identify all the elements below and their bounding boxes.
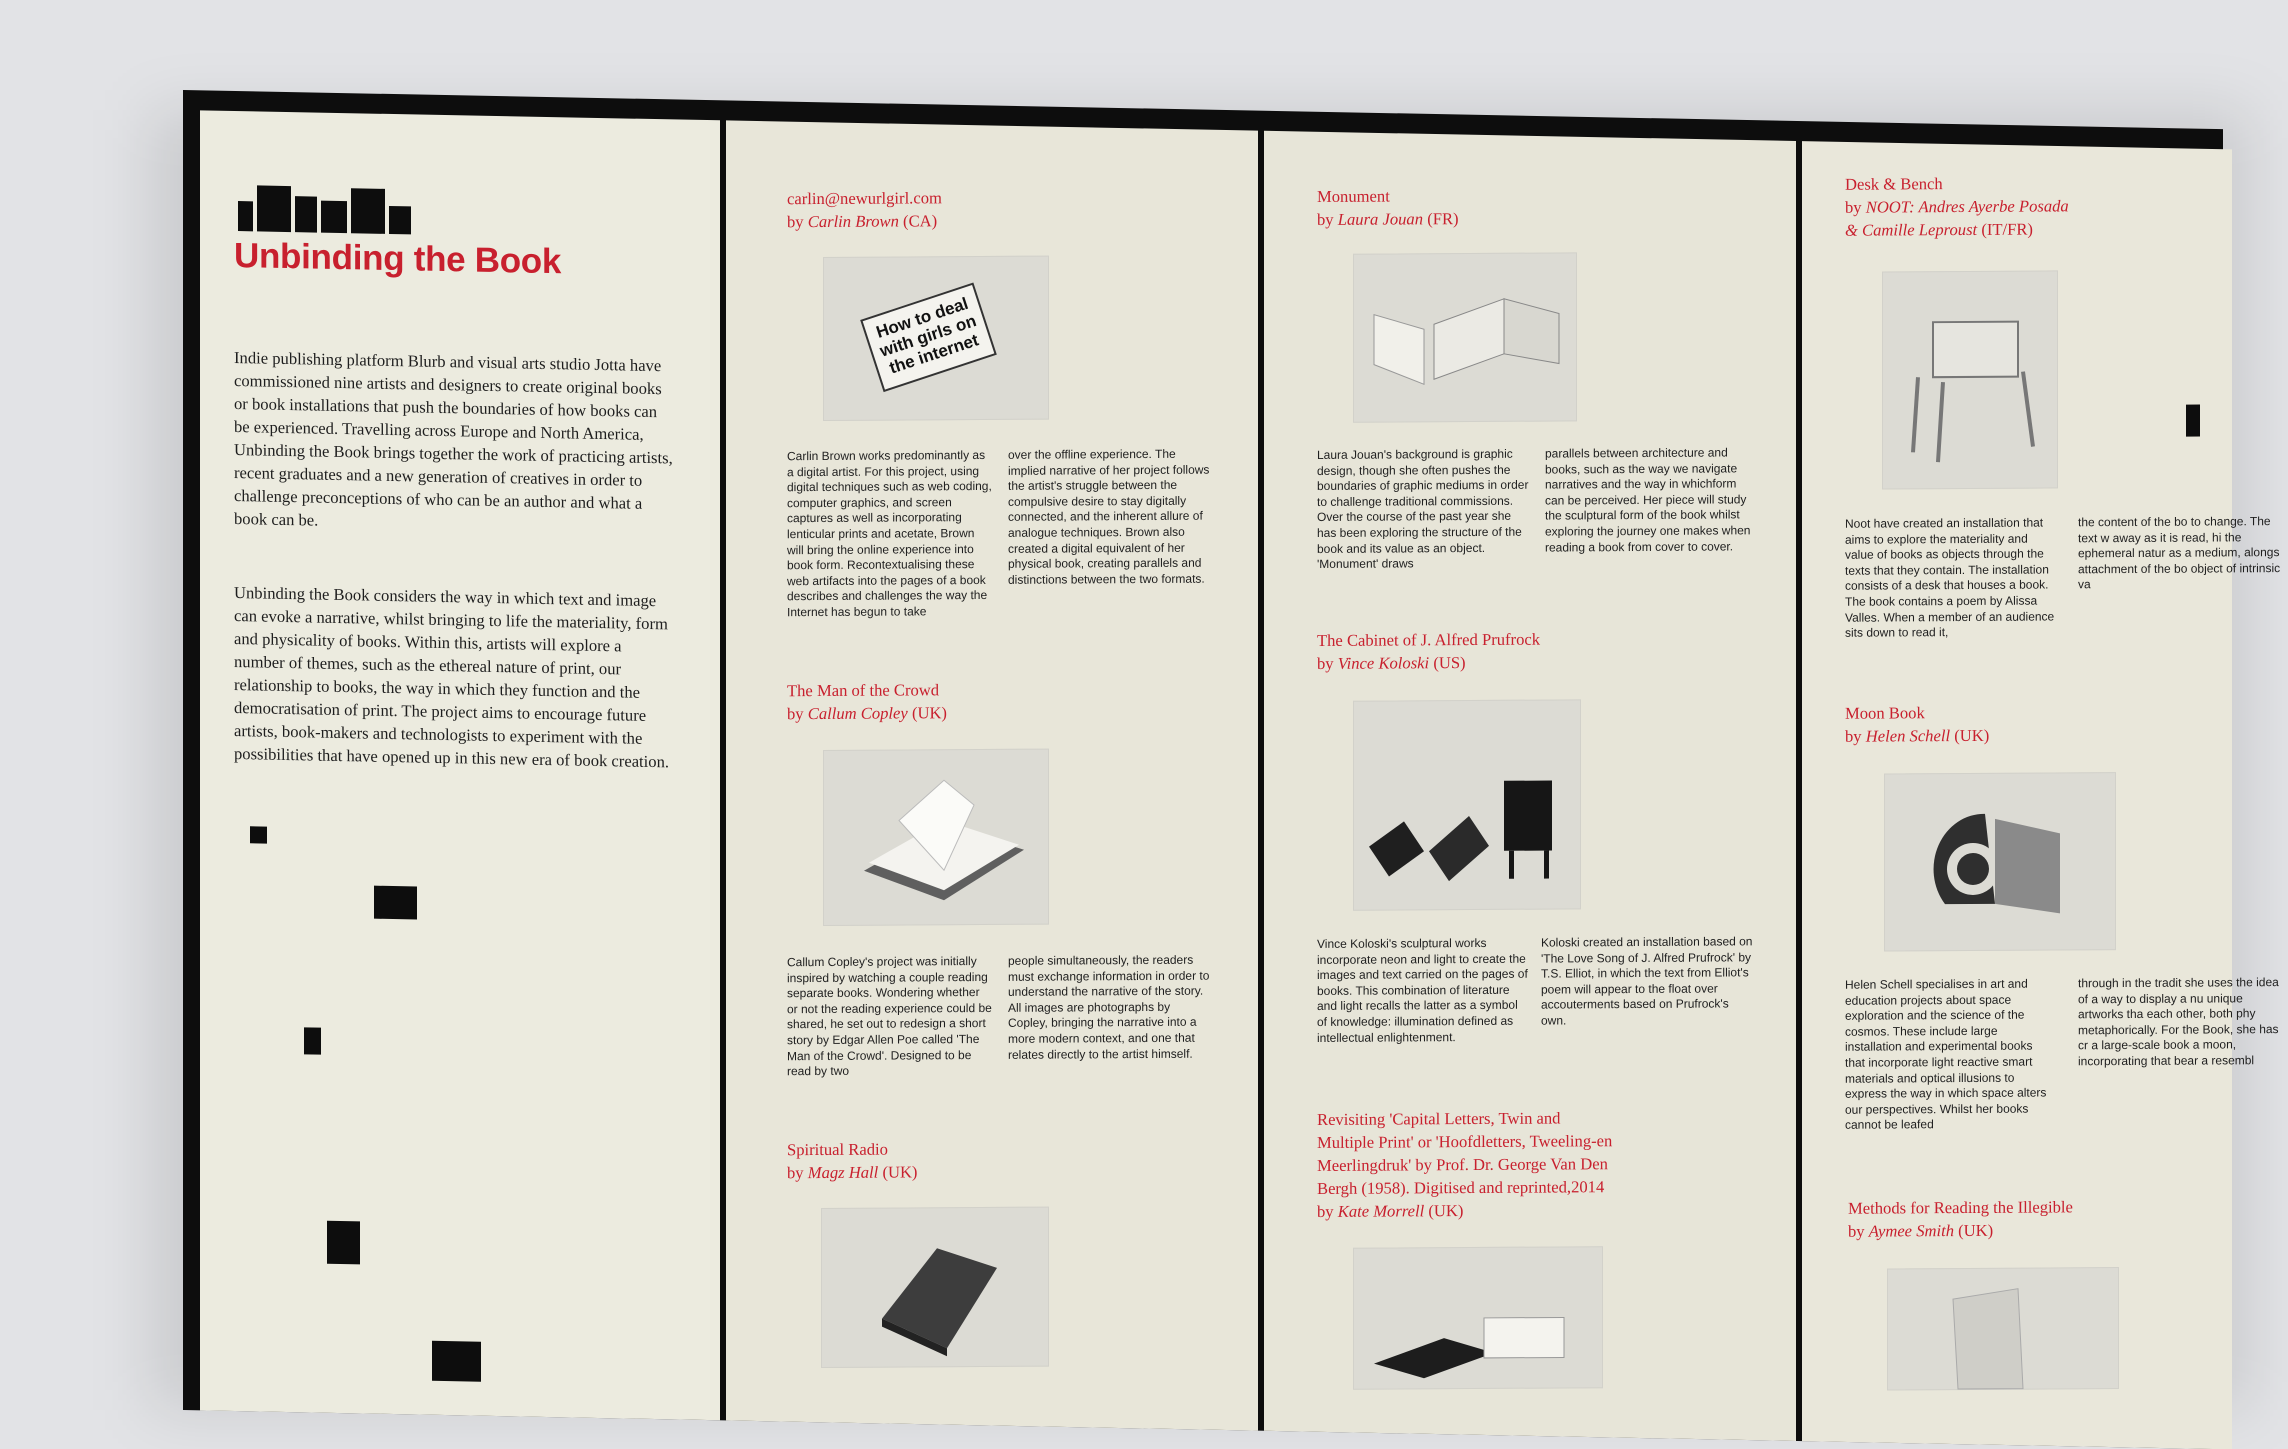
description-column: Callum Copley's project was initially inspired by watching a couple reading separate books. Wondering whether or not the reading experience could be shared, he set out to redesign a short story by Edgar Allen Poe called 'The Man of the Crowd'. Designed to be read by two bbox=[787, 954, 992, 1079]
artist-name: Carlin Brown bbox=[807, 211, 899, 232]
illegible-book-image bbox=[1888, 1268, 2118, 1389]
artist-country: (FR) bbox=[1427, 209, 1459, 229]
artist-country: (US) bbox=[1433, 653, 1466, 673]
entry-title: The Man of the Crowd bbox=[787, 680, 940, 701]
entry-description bbox=[787, 953, 1217, 1106]
binder-image bbox=[1354, 1247, 1602, 1389]
by-label: by bbox=[1845, 197, 1862, 217]
entry-title: The Cabinet of J. Alfred Prufrock bbox=[1317, 629, 1541, 650]
artist-name: Callum Copley bbox=[807, 703, 908, 724]
photo-caption-text: How to deal with girls on the internet bbox=[860, 283, 997, 393]
artwork-photo bbox=[821, 1207, 1049, 1368]
by-label: by bbox=[787, 212, 804, 232]
artwork-photo bbox=[1887, 1267, 2119, 1390]
by-label: by bbox=[1317, 209, 1334, 229]
intro-paragraph: Unbinding the Book considers the way in which text and image can evoke a narrative, whilst bringing to life the materiality, form and physicality of books. Within this, artists will explore a number of themes, such as the ethereal nature of print, our relationship to books, the way in which they function and the democratisation of print. The project aims to encourage future artists, book-makers and technologists to experiment with the possibilities that have opened up in this new era of book creation. bbox=[234, 582, 670, 772]
artist-country: (UK) bbox=[1958, 1220, 1994, 1241]
description-column: people simultaneously, the readers must exchange information in order to understand the narrative of the story. All images are photographs by Copley, bringing the narrative into a more modern context, and one that relates directly to the artist himself. bbox=[1008, 952, 1210, 1062]
description-column: Helen Schell specialises in art and education projects about space exploration and the science of the cosmos. These include large installation and experimental books that incorporate light reactive smart materials and optical illusions to express the way in which space alters our perspectives. Whilst her books cannot be leafed bbox=[1845, 976, 2047, 1133]
entry-title: Revisiting 'Capital Letters, Twin and bbox=[1317, 1108, 1561, 1129]
decorative-square bbox=[2186, 405, 2200, 437]
by-label: by bbox=[1845, 726, 1862, 746]
entry-heading bbox=[1845, 171, 2205, 242]
entry-title: carlin@newurlgirl.com bbox=[787, 188, 942, 209]
description-column: over the offline experience. The implied narrative of her project follows the artist's struggle between the compulsive desire to stay digitally connected, and the inherent allure of analogue techniques. Brown also created a digital equivalent of her physical book, creating parallels and distinctions between the two formats. bbox=[1008, 446, 1210, 587]
entry-title: Multiple Print' or 'Hoofdletters, Tweeling-en bbox=[1317, 1131, 1613, 1152]
entry-description bbox=[1845, 975, 2279, 1158]
entry-description bbox=[787, 447, 1217, 640]
entry-description bbox=[1317, 445, 1757, 588]
open-book-image bbox=[824, 750, 1048, 925]
artist-country: (CA) bbox=[903, 211, 938, 231]
desk-image bbox=[1883, 271, 2057, 488]
description-column: Vince Koloski's sculptural works incorporate neon and light to create the images and text carried on the pages of books. This combination of literature and light recalls the latter as a symbol of knowledge: illumination defined as intellectual enlightenment. bbox=[1317, 935, 1528, 1045]
entry-title: Bergh (1958). Digitised and reprinted,2014 bbox=[1317, 1177, 1605, 1198]
artwork-photo bbox=[823, 749, 1049, 926]
description-column: the content of the bo to change. The text w away as it is read, hi the ephemeral natur as a medium, alongs attachment of the bo object of intrinsic va bbox=[2078, 514, 2281, 592]
entry-heading bbox=[1317, 184, 1459, 231]
by-label: by bbox=[1848, 1221, 1865, 1241]
entry-heading bbox=[1848, 1195, 2073, 1242]
artwork-photo bbox=[1353, 699, 1581, 910]
entry-heading bbox=[787, 678, 947, 725]
intro-paragraph: Indie publishing platform Blurb and visual arts studio Jotta have commissioned nine artists and designers to create original books or book installations that push the boundaries of how books can be experienced. Travelling across Europe and North America, Unbinding the Book brings together the work of practicing artists, recent graduates and a new generation of creatives in order to challenge preconceptions of who can be an author and what a book can be. bbox=[234, 347, 673, 530]
entry-heading bbox=[1317, 1106, 1612, 1223]
entry-title: Moon Book bbox=[1845, 703, 1925, 723]
artist-country: (UK) bbox=[911, 703, 947, 723]
artwork-photo bbox=[1353, 252, 1577, 422]
entry-title: Methods for Reading the Illegible bbox=[1848, 1197, 2073, 1218]
by-label: by bbox=[787, 1163, 804, 1183]
entry-description bbox=[1845, 514, 2281, 667]
entry-description bbox=[1317, 934, 1757, 1067]
description-column: Noot have created an installation that aims to explore the materiality and value of books as objects through the texts that they contain. The installation consists of a desk that houses a book. The book contains a poem by Alissa Valles. When a member of an audience sits down to read it, bbox=[1845, 515, 2055, 640]
entry-heading bbox=[1317, 628, 1540, 675]
entry-heading bbox=[787, 186, 942, 233]
artist-name: Vince Koloski bbox=[1337, 653, 1430, 673]
entry-title: Desk & Bench bbox=[1845, 174, 1943, 194]
artist-name: Aymee Smith bbox=[1868, 1221, 1954, 1241]
artist-name: Laura Jouan bbox=[1337, 209, 1424, 229]
artist-name: & Camille Leproust bbox=[1845, 219, 1978, 240]
artist-name: NOOT: Andres Ayerbe Posada bbox=[1865, 196, 2069, 217]
artist-name: Kate Morrell bbox=[1337, 1201, 1425, 1221]
entry-title: Meerlingdruk' by Prof. Dr. George Van Den bbox=[1317, 1154, 1608, 1175]
artwork-photo bbox=[823, 256, 1049, 421]
entry-title: Spiritual Radio bbox=[787, 1139, 888, 1160]
by-label: by bbox=[1317, 653, 1334, 673]
description-column: through in the tradit she uses the idea of a way to display a nu unique artworks tha each other, both phy metaphorically. For the Book, she has cr a large-scale book a moon, incorporating that bear a resembl bbox=[2078, 975, 2279, 1069]
artwork-photo bbox=[1884, 772, 2116, 951]
artist-country: (IT/FR) bbox=[1981, 219, 2033, 239]
entry-heading bbox=[787, 1137, 917, 1184]
artist-country: (UK) bbox=[1954, 725, 1990, 746]
artist-country: (UK) bbox=[1428, 1201, 1464, 1221]
artwork-photo bbox=[1882, 270, 2058, 489]
page-title: Unbinding the Book bbox=[234, 235, 562, 282]
artist-name: Helen Schell bbox=[1865, 726, 1951, 746]
description-column: Laura Jouan's background is graphic design, though she often pushes the boundaries of graphic mediums in order to challenge traditional commissions. Over the course of the past year she has been exploring the structure of the book and its value as an object. 'Monument' draws bbox=[1317, 446, 1529, 572]
moon-book-image bbox=[1885, 773, 2115, 950]
dark-book-image bbox=[822, 1208, 1048, 1367]
description-column: Koloski created an installation based on 'The Love Song of J. Alfred Prufrock' by T.S. Elliot, in which the text from Elliot's poem will appear to the float over accouterments based on Prufrock's own. bbox=[1541, 934, 1753, 1028]
entry-heading bbox=[1845, 701, 1989, 748]
cabinet-image bbox=[1354, 700, 1580, 909]
by-label: by bbox=[787, 704, 804, 724]
artwork-photo bbox=[1353, 1246, 1603, 1390]
entry-title: Monument bbox=[1317, 186, 1390, 206]
description-column: Carlin Brown works predominantly as a digital artist. For this project, using digital techniques such as web coding, computer graphics, and screen captures as well as incorporating lenticular prints and acetate, Brown will bring the online experience into book form. Recontextualising these web artifacts into the pages of a book describes and challenges the way the Internet has begun to take bbox=[787, 447, 992, 620]
description-column: parallels between architecture and books, such as the way we navigate narratives and the way in whichform can be perceived. Her piece will study the sculptural form of the book whilst exploring the journey one makes when reading a book from cover to cover. bbox=[1545, 445, 1751, 555]
artist-country: (UK) bbox=[882, 1162, 918, 1182]
stacked-books-image bbox=[1354, 253, 1576, 421]
artist-name: Magz Hall bbox=[807, 1162, 879, 1183]
by-label: by bbox=[1317, 1201, 1334, 1221]
